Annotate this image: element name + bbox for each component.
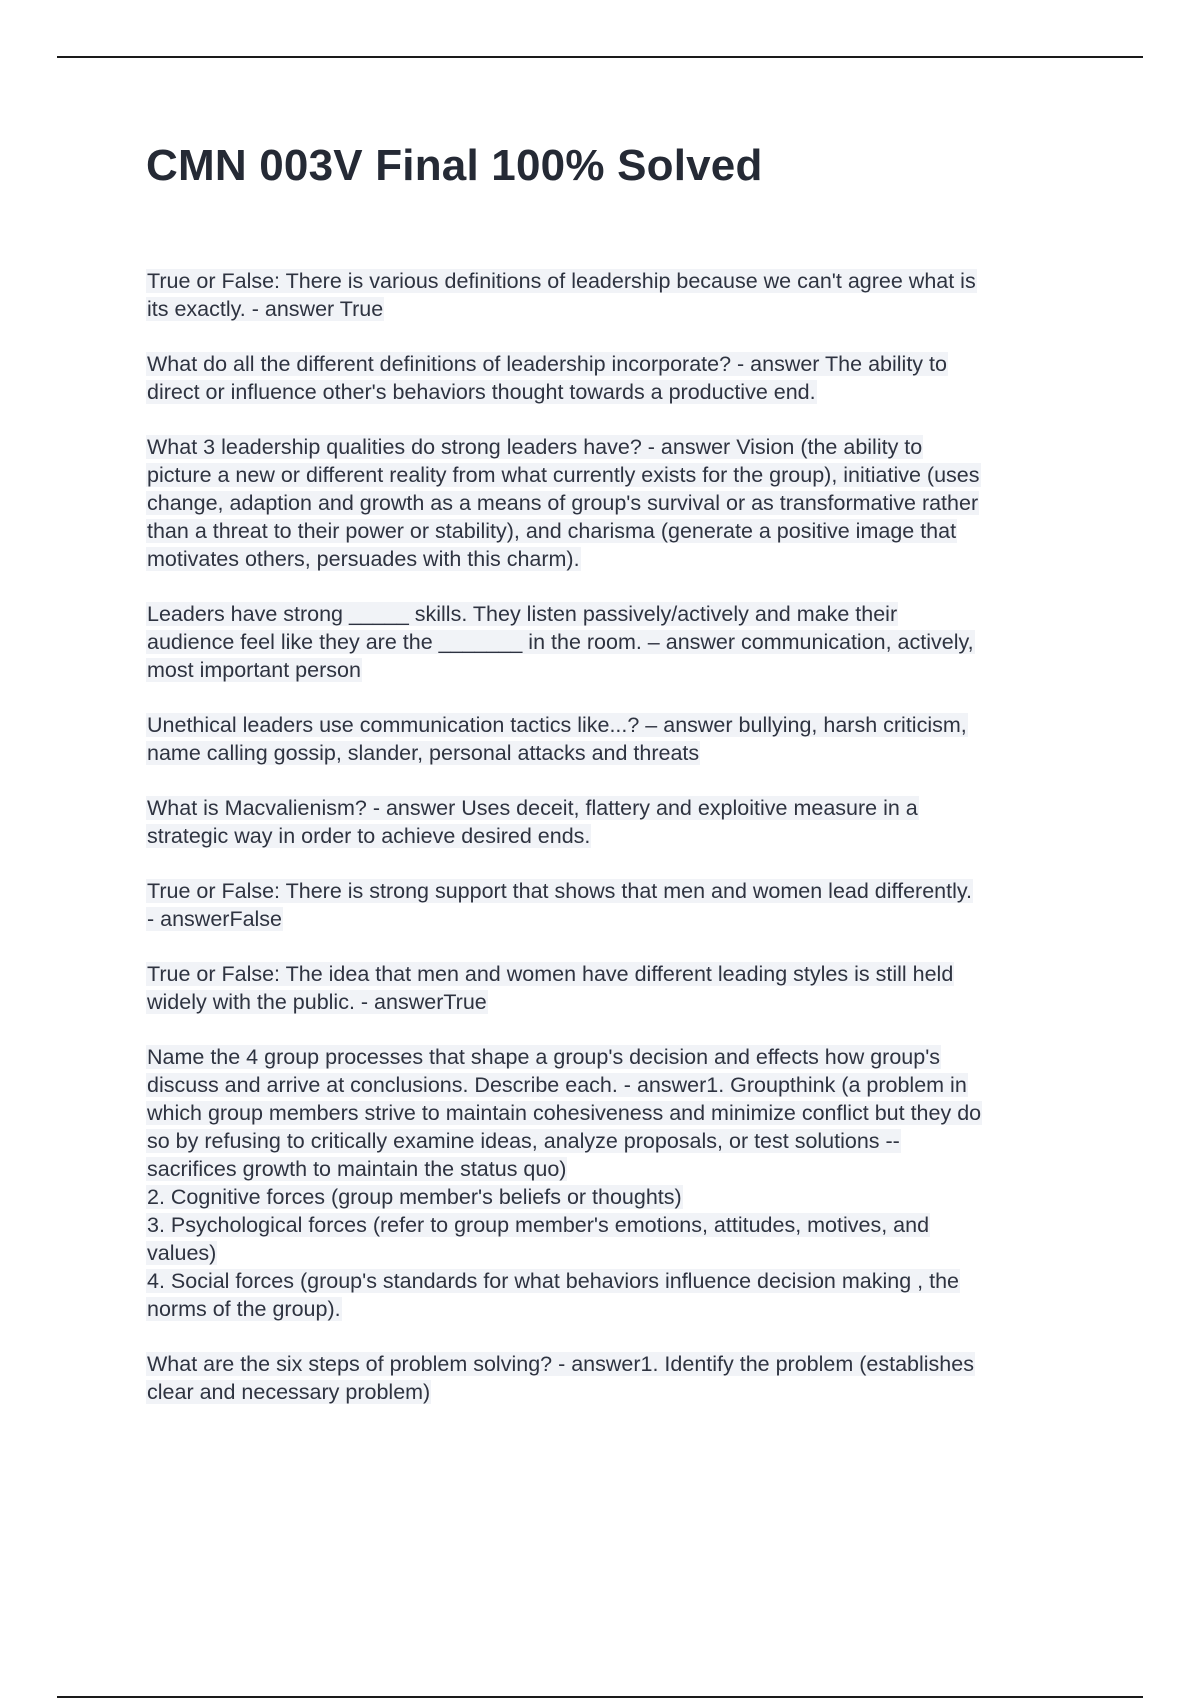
qa-line	[146, 1071, 1091, 1099]
qa-line	[146, 1183, 1091, 1211]
qa-line-text: discuss and arrive at conclusions. Describe each. - answer1. Groupthink (a problem in	[147, 1072, 967, 1097]
qa-line-text: change, adaption and growth as a means of group's survival or as transformative rather	[147, 490, 979, 515]
qa-line-text: What are the six steps of problem solving? - answer1. Identify the problem (establishes	[147, 1351, 974, 1376]
qa-line	[146, 378, 1091, 406]
qa-line-text: sacrifices growth to maintain the status quo)	[147, 1156, 567, 1181]
qa-line	[146, 1295, 1091, 1323]
qa-line	[146, 295, 1091, 323]
qa-list	[146, 267, 1091, 1406]
qa-line-text: name calling gossip, slander, personal attacks and threats	[147, 740, 700, 765]
qa-line-text: True or False: The idea that men and women have different leading styles is still held	[147, 961, 954, 986]
qa-item	[146, 711, 1091, 767]
qa-line	[146, 711, 1091, 739]
qa-line	[146, 461, 1091, 489]
qa-item	[146, 877, 1091, 933]
qa-line-text: audience feel like they are the _______ in the room. – answer communication, actively,	[147, 629, 974, 654]
qa-line	[146, 517, 1091, 545]
qa-line-text: Unethical leaders use communication tactics like...? – answer bullying, harsh criticism,	[147, 712, 967, 737]
qa-line-text: True or False: There is various definitions of leadership because we can't agree what is	[147, 268, 976, 293]
qa-line-text: motivates others, persuades with this charm).	[147, 546, 580, 571]
qa-line	[146, 988, 1091, 1016]
top-rule	[57, 56, 1143, 58]
qa-line	[146, 822, 1091, 850]
qa-line-text: clear and necessary problem)	[147, 1379, 431, 1404]
qa-line-text: widely with the public. - answerTrue	[147, 989, 487, 1014]
qa-line	[146, 267, 1091, 295]
qa-line	[146, 1099, 1091, 1127]
qa-line-text: Leaders have strong _____ skills. They listen passively/actively and make their	[147, 601, 898, 626]
document-title: CMN 003V Final 100% Solved	[146, 141, 763, 190]
qa-line	[146, 905, 1091, 933]
qa-line	[146, 960, 1091, 988]
qa-item	[146, 600, 1091, 684]
qa-line-text: What is Macvalienism? - answer Uses deceit, flattery and exploitive measure in a	[147, 795, 918, 820]
qa-line-text: 4. Social forces (group's standards for what behaviors influence decision making , the	[147, 1268, 959, 1293]
qa-line	[146, 1350, 1091, 1378]
qa-line-text: Name the 4 group processes that shape a group's decision and effects how group's	[147, 1044, 941, 1069]
qa-line	[146, 739, 1091, 767]
qa-line	[146, 794, 1091, 822]
qa-line-text: picture a new or different reality from what currently exists for the group), initiative (uses	[147, 462, 980, 487]
qa-line-text: direct or influence other's behaviors thought towards a productive end.	[147, 379, 816, 404]
qa-line-text: What do all the different definitions of leadership incorporate? - answer The ability to	[147, 351, 947, 376]
qa-line	[146, 600, 1091, 628]
bottom-rule	[57, 1696, 1143, 1698]
qa-line-text: norms of the group).	[147, 1296, 341, 1321]
qa-line	[146, 1378, 1091, 1406]
qa-line	[146, 1211, 1091, 1239]
qa-item	[146, 433, 1091, 573]
qa-item	[146, 267, 1091, 323]
qa-line	[146, 489, 1091, 517]
qa-line	[146, 1239, 1091, 1267]
qa-line-text: What 3 leadership qualities do strong leaders have? - answer Vision (the ability to	[147, 434, 923, 459]
qa-line-text: 2. Cognitive forces (group member's beliefs or thoughts)	[147, 1184, 682, 1209]
qa-line	[146, 1043, 1091, 1071]
qa-item	[146, 794, 1091, 850]
qa-line	[146, 545, 1091, 573]
qa-line	[146, 628, 1091, 656]
qa-item	[146, 960, 1091, 1016]
qa-line-text: 3. Psychological forces (refer to group member's emotions, attitudes, motives, and	[147, 1212, 930, 1237]
document-body	[146, 140, 1091, 1433]
qa-line	[146, 656, 1091, 684]
qa-line	[146, 1127, 1091, 1155]
qa-line-text: than a threat to their power or stability), and charisma (generate a positive image that	[147, 518, 957, 543]
qa-item	[146, 1043, 1091, 1323]
qa-line-text: most important person	[147, 657, 361, 682]
qa-line	[146, 1155, 1091, 1183]
qa-line	[146, 433, 1091, 461]
qa-line-text: True or False: There is strong support that shows that men and women lead differently.	[147, 878, 972, 903]
qa-line-text: strategic way in order to achieve desired ends.	[147, 823, 591, 848]
qa-line	[146, 350, 1091, 378]
qa-line-text: values)	[147, 1240, 217, 1265]
qa-line-text: which group members strive to maintain cohesiveness and minimize conflict but they do	[147, 1100, 982, 1125]
qa-item	[146, 1350, 1091, 1406]
qa-line	[146, 1267, 1091, 1295]
qa-line	[146, 877, 1091, 905]
qa-line-text: so by refusing to critically examine ideas, analyze proposals, or test solutions --	[147, 1128, 900, 1153]
qa-line-text: - answerFalse	[147, 906, 283, 931]
qa-item	[146, 350, 1091, 406]
qa-line-text: its exactly. - answer True	[147, 296, 384, 321]
